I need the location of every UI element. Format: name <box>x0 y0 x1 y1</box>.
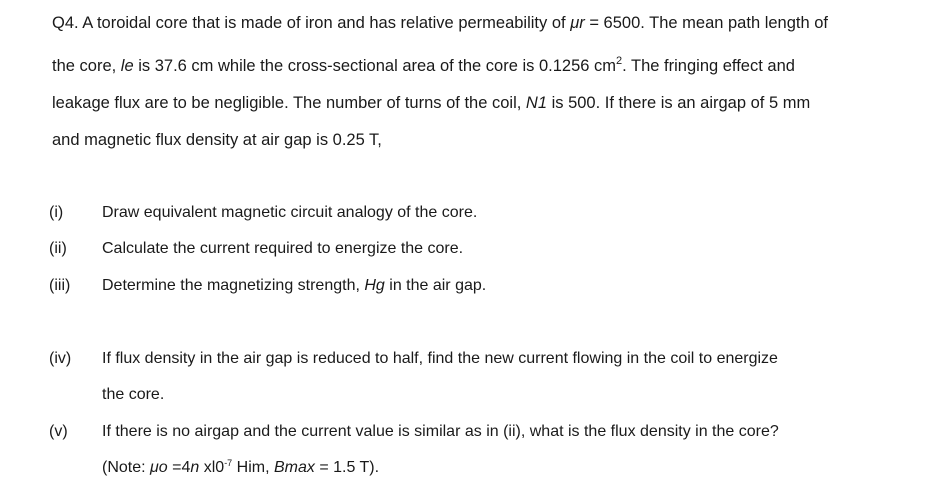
item-number: (iv) <box>49 350 72 367</box>
superscript: -7 <box>224 458 233 468</box>
question-line-4: and magnetic flux density at air gap is 0.25 T, <box>52 131 382 149</box>
item-text: in the air gap. <box>384 277 487 294</box>
le-symbol: le <box>120 57 134 75</box>
list-item <box>49 423 779 441</box>
note-text: xl0 <box>199 459 225 476</box>
bmax-symbol: Bmax <box>273 459 315 476</box>
list-item <box>49 204 477 222</box>
question-text: is 37.6 cm while the cross-sectional area of the core is 0.1256 cm <box>133 57 617 75</box>
note-text: Him, <box>232 459 274 476</box>
item-text: If there is no airgap and the current value is similar as in (ii), what is the flux density in the core? <box>102 423 779 440</box>
item-number: (iii) <box>49 277 71 294</box>
question-text: . The fringing effect and <box>622 57 795 75</box>
item-text: If flux density in the air gap is reduced to half, find the new current flowing in the coil to energize <box>102 350 778 367</box>
list-item <box>49 350 778 368</box>
question-line-1 <box>52 14 828 33</box>
item-text: Calculate the current required to energize the core. <box>102 240 464 257</box>
note-text: = 1.5 T). <box>314 459 380 476</box>
list-item <box>49 240 463 258</box>
list-item <box>49 277 486 295</box>
item-text: Determine the magnetizing strength, <box>102 277 365 294</box>
item-continuation: the core. <box>102 386 165 403</box>
question-text: leakage flux are to be negligible. The number of turns of the coil, <box>52 94 526 112</box>
superscript: 2 <box>616 55 623 67</box>
note-text: (Note: <box>102 459 151 476</box>
question-text: is 500. If there is an airgap of 5 mm <box>547 94 811 112</box>
mu-o-symbol: μo <box>150 459 168 476</box>
mu-r-symbol: μr <box>570 14 585 32</box>
question-text: the core, <box>52 57 121 75</box>
question-text: Q4. A toroidal core that is made of iron and has relative permeability of <box>52 14 571 32</box>
item-number: (i) <box>49 204 64 221</box>
question-text: = 6500. The mean path length of <box>584 14 829 32</box>
item-number: (ii) <box>49 240 67 257</box>
pi-symbol: n <box>190 459 200 476</box>
item-number: (v) <box>49 423 68 440</box>
hg-symbol: Hg <box>364 277 385 294</box>
n1-symbol: N1 <box>525 94 547 112</box>
question-line-3 <box>52 94 810 113</box>
item-text: Draw equivalent magnetic circuit analogy of the core. <box>102 204 478 221</box>
note-text: =4 <box>167 459 191 476</box>
note-line <box>102 459 379 477</box>
question-line-2 <box>52 57 795 76</box>
